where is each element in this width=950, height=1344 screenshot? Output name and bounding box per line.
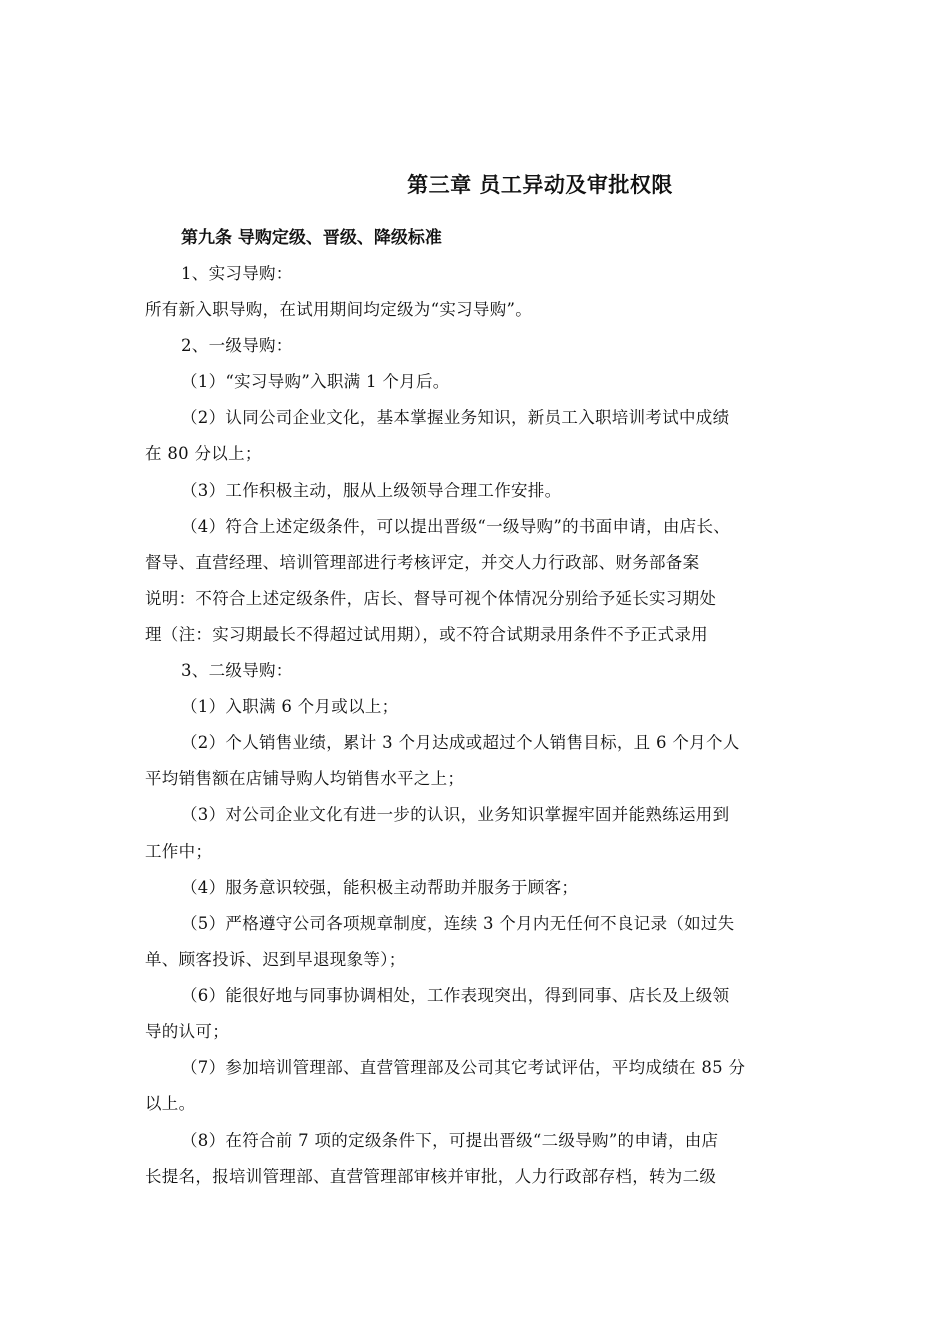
paragraph-line: （5）严格遵守公司各项规章制度，连续 3 个月内无任何不良记录（如过失 bbox=[181, 914, 735, 933]
paragraph-line: 督导、直营经理、培训管理部进行考核评定，并交人力行政部、财务部备案 bbox=[145, 553, 700, 572]
paragraph-line: （8）在符合前 7 项的定级条件下，可提出晋级“二级导购”的申请，由店 bbox=[181, 1131, 719, 1150]
paragraph-line: （4）符合上述定级条件，可以提出晋级“一级导购”的书面申请，由店长、 bbox=[181, 517, 731, 536]
paragraph-line: 工作中； bbox=[145, 842, 213, 861]
paragraph-line: （2）认同公司企业文化，基本掌握业务知识，新员工入职培训考试中成绩 bbox=[181, 408, 730, 427]
paragraph-line: 单、顾客投诉、迟到早退现象等）； bbox=[145, 950, 406, 969]
paragraph-line: 导的认可； bbox=[145, 1022, 229, 1041]
paragraph-line: （1）入职满 6 个月或以上； bbox=[181, 697, 399, 716]
article-title: 第九条 导购定级、晋级、降级标准 bbox=[181, 228, 442, 248]
paragraph-line: （2）个人销售业绩，累计 3 个月达成或超过个人销售目标，且 6 个月个人 bbox=[181, 733, 740, 752]
paragraph-line: （6）能很好地与同事协调相处，工作表现突出，得到同事、店长及上级领 bbox=[181, 986, 730, 1005]
paragraph-line: （7）参加培训管理部、直营管理部及公司其它考试评估，平均成绩在 85 分 bbox=[181, 1058, 746, 1077]
chapter-title: 第三章 员工异动及审批权限 bbox=[407, 173, 673, 197]
paragraph-line: 1、实习导购： bbox=[181, 264, 293, 283]
paragraph-line: （4）服务意识较强，能积极主动帮助并服务于顾客； bbox=[181, 878, 579, 897]
paragraph-line: 平均销售额在店铺导购人均销售水平之上； bbox=[145, 769, 465, 788]
paragraph-line: 以上。 bbox=[145, 1094, 196, 1113]
paragraph-line: 3、二级导购： bbox=[181, 661, 293, 680]
paragraph-line: （3）对公司企业文化有进一步的认识，业务知识掌握牢固并能熟练运用到 bbox=[181, 805, 730, 824]
paragraph-line: （3）工作积极主动，服从上级领导合理工作安排。 bbox=[181, 481, 562, 500]
paragraph-line: 理（注：实习期最长不得超过试用期），或不符合试期录用条件不予正式录用 bbox=[145, 625, 708, 644]
paragraph-line: （1）“实习导购”入职满 1 个月后。 bbox=[181, 372, 450, 391]
paragraph-line: 在 80 分以上； bbox=[145, 444, 262, 463]
paragraph-line: 所有新入职导购，在试用期间均定级为“实习导购”。 bbox=[145, 300, 533, 319]
paragraph-line: 长提名，报培训管理部、直营管理部审核并审批，人力行政部存档，转为二级 bbox=[145, 1167, 717, 1186]
paragraph-line: 说明：不符合上述定级条件，店长、督导可视个体情况分别给予延长实习期处 bbox=[145, 589, 717, 608]
paragraph-line: 2、一级导购： bbox=[181, 336, 293, 355]
